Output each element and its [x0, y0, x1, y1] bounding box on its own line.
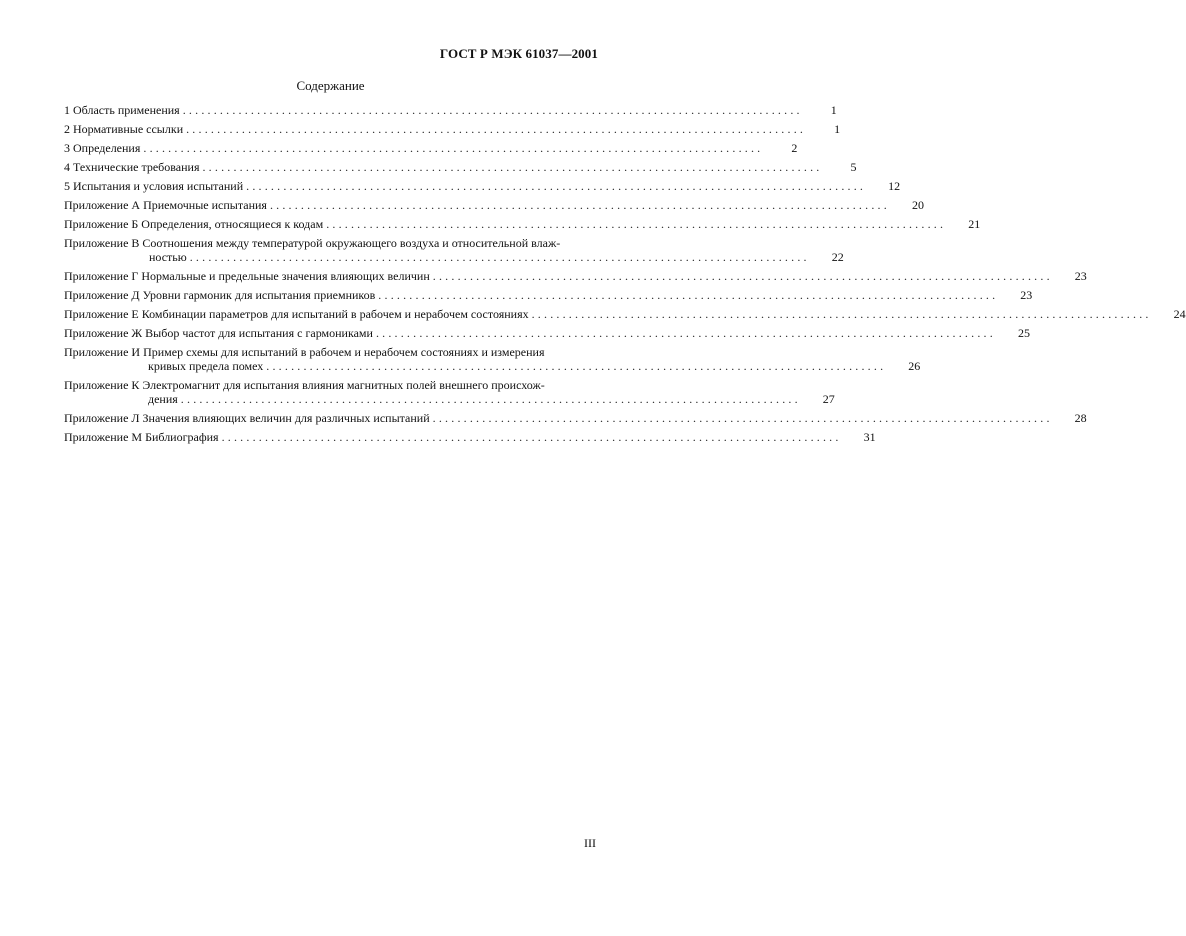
leader-dots: ....................................................................................................	[189, 250, 810, 264]
toc-entry-title-continuation: ностью	[149, 250, 187, 264]
leader-dots: ....................................................................................................	[202, 160, 823, 174]
toc-entry-page: 22	[831, 250, 844, 264]
leader-dots: ....................................................................................................	[180, 392, 801, 406]
toc-entry-page: 23	[1020, 288, 1033, 302]
toc-entry-title: Приложение Д Уровни гармоник для испытания приемников	[64, 288, 376, 302]
toc-entry[interactable]	[64, 217, 981, 231]
toc-entry-title: Приложение А Приемочные испытания	[64, 198, 267, 212]
toc-entry-title: Приложение Ж Выбор частот для испытания с гармониками	[64, 326, 373, 340]
toc-entry-page: 1	[830, 103, 837, 117]
toc-entry-page: 28	[1074, 411, 1087, 425]
toc-entry-page: 26	[908, 359, 921, 373]
leader-dots: ....................................................................................................	[326, 217, 947, 231]
toc-entry[interactable]	[64, 103, 837, 117]
toc-entry[interactable]	[64, 198, 924, 212]
leader-dots: ....................................................................................................	[378, 288, 999, 302]
document-code-header: ГОСТ Р МЭК 61037—2001	[439, 46, 598, 61]
toc-entry[interactable]	[64, 411, 1087, 425]
toc-entry-page: 12	[888, 179, 901, 193]
toc-title: Содержание	[296, 78, 365, 93]
toc-entry[interactable]	[64, 179, 901, 193]
toc-entry-page: 1	[834, 122, 841, 136]
toc-entry-page: 5	[850, 160, 857, 174]
toc-entry-title: Приложение Г Нормальные и предельные значения влияющих величин	[64, 269, 430, 283]
toc-entry-title: Приложение К Электромагнит для испытания влияния магнитных полей внешнего происхож-	[64, 378, 545, 392]
leader-dots: ....................................................................................................	[221, 430, 842, 444]
leader-dots: ....................................................................................................	[182, 103, 803, 117]
toc-entry-page: 2	[791, 141, 798, 155]
leader-dots: ....................................................................................................	[269, 198, 890, 212]
toc-entry-page: 23	[1074, 269, 1087, 283]
leader-dots: ....................................................................................................	[186, 122, 807, 136]
leader-dots: ....................................................................................................	[432, 411, 1053, 425]
toc-entry[interactable]	[64, 430, 876, 444]
toc-entry-title: Приложение Л Значения влияющих величин для различных испытаний	[64, 411, 430, 425]
toc-entry-title: 3 Определения	[64, 141, 141, 155]
leader-dots: ....................................................................................................	[266, 359, 887, 373]
toc-entry[interactable]	[64, 122, 841, 136]
toc-entry-title: Приложение Б Определения, относящиеся к кодам	[64, 217, 324, 231]
toc-entry[interactable]	[64, 326, 1030, 340]
leader-dots: ....................................................................................................	[375, 326, 996, 340]
toc-entry-page: 25	[1017, 326, 1030, 340]
toc-entry[interactable]	[64, 236, 844, 264]
toc-entry[interactable]	[64, 160, 857, 174]
toc-entry[interactable]	[64, 141, 798, 155]
toc-entry-page: 20	[911, 198, 924, 212]
toc-entry-page: 31	[863, 430, 876, 444]
toc-entry-title: Приложение М Библиография	[64, 430, 219, 444]
toc-entry-page: 21	[968, 217, 981, 231]
toc-entry-title: 1 Область применения	[64, 103, 180, 117]
leader-dots: ....................................................................................................	[143, 141, 764, 155]
toc-entry[interactable]	[64, 345, 921, 373]
toc-entry-title: Приложение Е Комбинации параметров для испытаний в рабочем и нерабочем состояниях	[64, 307, 529, 321]
leader-dots: ....................................................................................................	[432, 269, 1053, 283]
toc-entry-page: 27	[822, 392, 835, 406]
toc-entry-title: 2 Нормативные ссылки	[64, 122, 184, 136]
toc-entry[interactable]	[64, 269, 1087, 283]
toc-entry-title: Приложение В Соотношения между температурой окружающего воздуха и относительной влаж-	[64, 236, 561, 250]
toc-entry-title: 5 Испытания и условия испытаний	[64, 179, 244, 193]
toc-entry-page: 24	[1173, 307, 1186, 321]
toc-entry-title: Приложение И Пример схемы для испытаний в рабочем и нерабочем состояниях и измерения	[64, 345, 545, 359]
toc-entry-title: 4 Технические требования	[64, 160, 200, 174]
toc-entry[interactable]	[64, 307, 1186, 321]
table-of-contents	[64, 103, 1186, 449]
toc-entry[interactable]	[64, 378, 835, 406]
toc-entry-title-continuation: кривых предела помех	[148, 359, 264, 373]
toc-entry[interactable]	[64, 288, 1033, 302]
leader-dots: ....................................................................................................	[531, 307, 1152, 321]
page-number: III	[584, 836, 596, 850]
toc-entry-title-continuation: дения	[148, 392, 178, 406]
leader-dots: ....................................................................................................	[246, 179, 867, 193]
